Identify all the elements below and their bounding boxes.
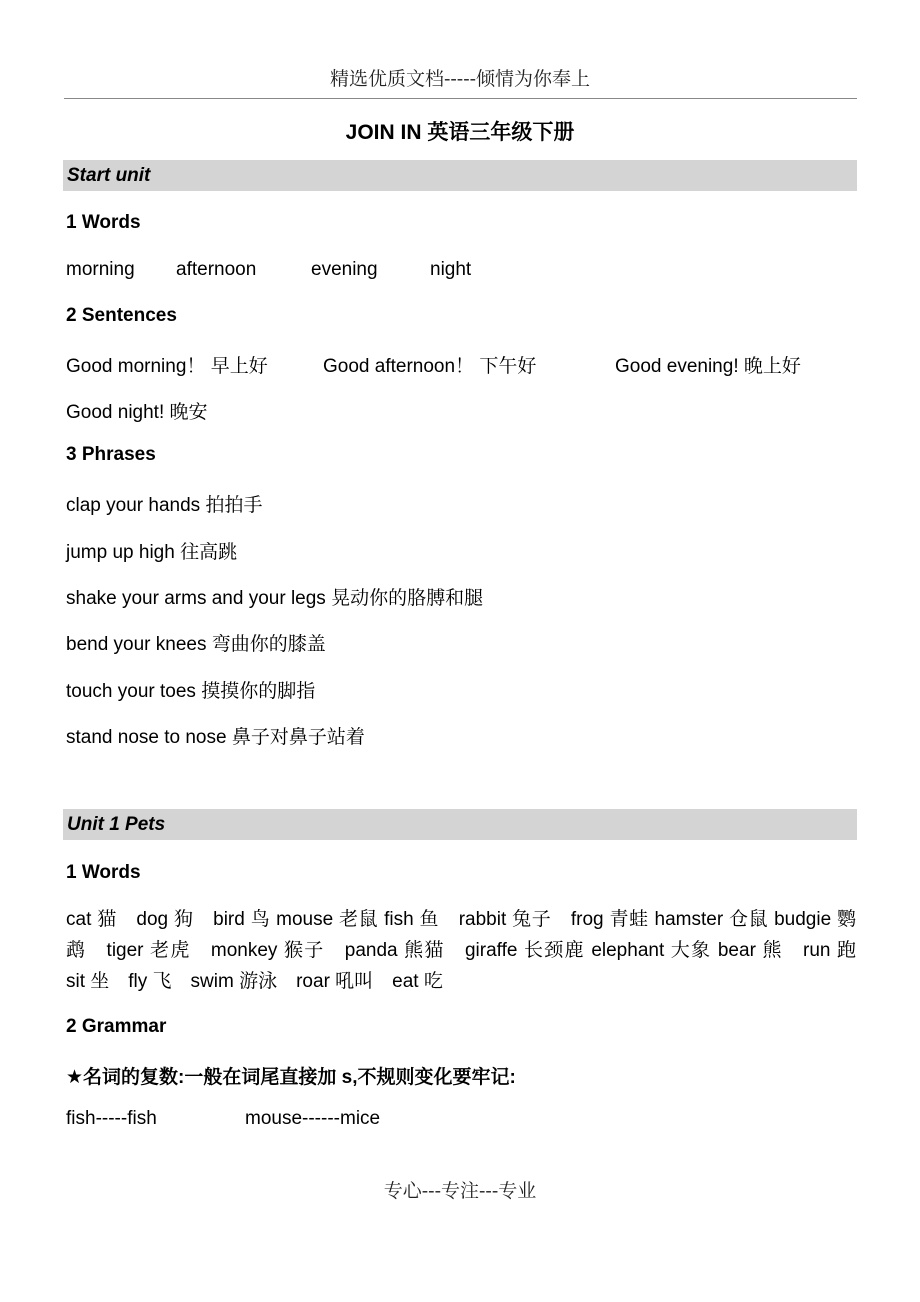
page-footer: 专心---专注---专业 (383, 1180, 537, 1202)
sentence-item (66, 351, 268, 378)
plural-pair: fish-----fish (66, 1108, 157, 1129)
sentence-zh: 早上好 (210, 355, 268, 377)
phrase-en: bend your knees (66, 634, 207, 655)
phrase-item (66, 676, 315, 703)
grammar-heading: 2 Grammar (66, 1016, 167, 1037)
sentence-zh: 下午好 (479, 355, 537, 377)
sentences-row (66, 351, 856, 375)
document-title: JOIN IN 英语三年级下册 (345, 121, 575, 144)
phrase-en: shake your arms and your legs (66, 588, 326, 609)
phrase-en: clap your hands (66, 495, 201, 516)
plurals-row (66, 1108, 466, 1132)
section-band-unit-1 (63, 809, 857, 840)
sentences-heading: 2 Sentences (66, 305, 177, 326)
word: evening (311, 259, 378, 280)
phrase-zh: 晃动你的胳膊和腿 (331, 587, 484, 609)
words-heading: 1 Words (66, 212, 141, 233)
phrase-item (66, 629, 326, 656)
sentence-en: Good evening! (615, 356, 739, 377)
sentence-en: Good morning！ (66, 356, 206, 377)
phrase-zh: 摸摸你的脚指 (201, 680, 316, 702)
plural-pair: mouse------mice (245, 1108, 381, 1129)
phrase-item (66, 537, 237, 564)
sentence-en: Good afternoon！ (323, 356, 475, 377)
words-paragraph: cat 猫 dog 狗 bird 鸟 mouse 老鼠 fish 鱼 rabbit 兔子 frog 青蛙 hamster 仓鼠 budgie 鹦鹉 tiger 老虎 monkey 猴子 panda 熊猫 giraffe 长颈鹿 elephant 大象 bear 熊 run 跑 sit 坐 fly 飞 swim 游泳 roar 吼叫 eat 吃 (66, 909, 876, 992)
sentence-zh: 晚安 (169, 401, 208, 423)
phrase-en: stand nose to nose (66, 727, 227, 748)
sentence-item (66, 397, 208, 424)
sentence-en: Good night! (66, 402, 165, 423)
sentence-item (615, 351, 801, 378)
phrase-item (66, 583, 483, 610)
phrase-zh: 往高跳 (180, 541, 238, 563)
phrase-zh: 弯曲你的膝盖 (211, 633, 326, 655)
sentence-zh: 晚上好 (743, 355, 801, 377)
phrase-zh: 鼻子对鼻子站着 (231, 726, 365, 748)
word: night (430, 259, 472, 280)
section-heading: Start unit (67, 165, 151, 186)
word: morning (66, 259, 135, 280)
page-header: 精选优质文档-----倾情为你奉上 (329, 68, 591, 90)
phrase-item (66, 722, 365, 749)
section-heading: Unit 1 Pets (67, 814, 166, 835)
phrases-heading: 3 Phrases (66, 444, 156, 465)
phrase-en: jump up high (66, 542, 175, 563)
header-divider (64, 98, 857, 99)
section-band-start-unit (63, 160, 857, 191)
grammar-rule: ★名词的复数:一般在词尾直接加 s,不规则变化要牢记: (66, 1067, 516, 1088)
words-heading: 1 Words (66, 862, 141, 883)
phrase-zh: 拍拍手 (205, 494, 263, 516)
phrase-en: touch your toes (66, 681, 196, 702)
phrase-item (66, 490, 262, 517)
word: afternoon (176, 259, 257, 280)
sentence-item (323, 351, 536, 378)
